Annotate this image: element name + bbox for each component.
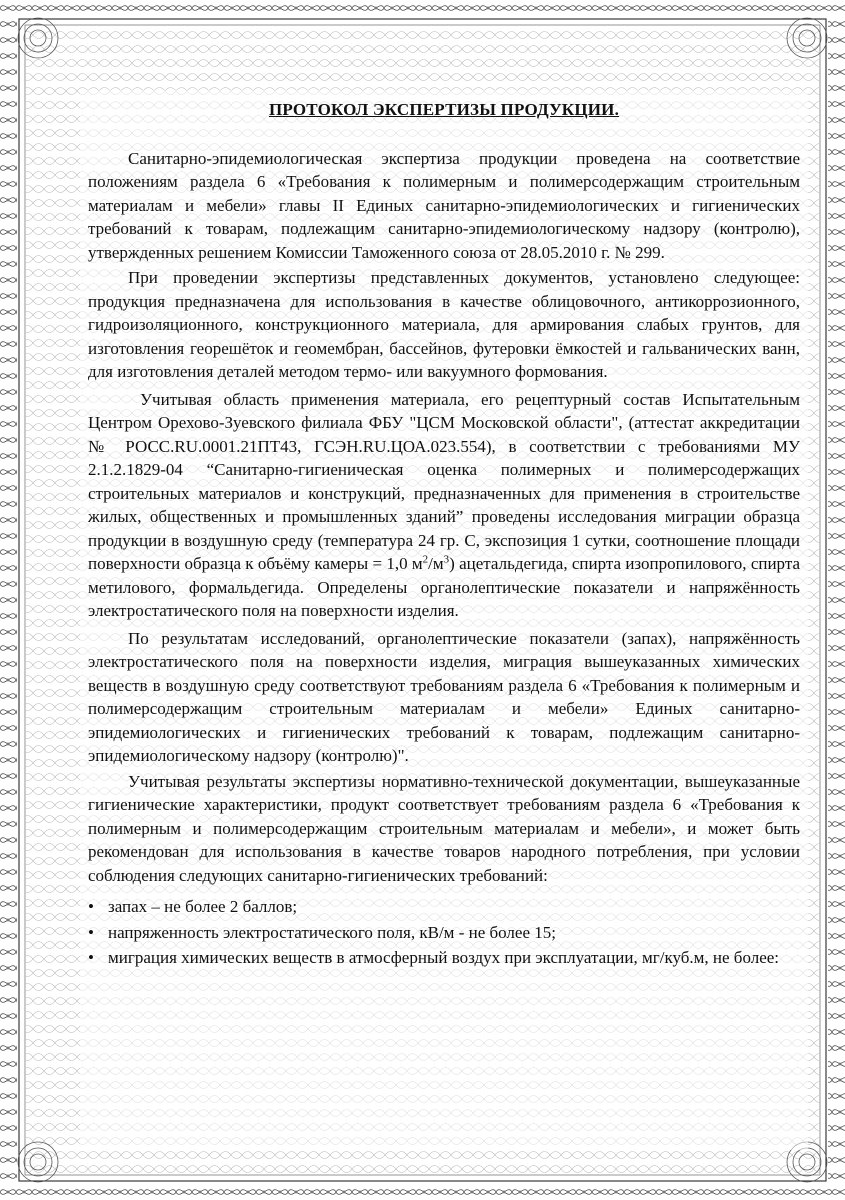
bullet-icon: • (88, 897, 94, 916)
list-item-text: запах – не более 2 баллов; (108, 897, 298, 916)
requirements-list (88, 895, 800, 970)
paragraph-2: При проведении экспертизы представленных документов, установлено следующее: продукция предназначена для использования в качестве облицовочного, антикоррозионного, гидроизоляционного, конструкционного материала, для армирования слабых грунтов, для изготовления георешёток и геомембран, бассейнов, футеровки ёмкостей и гальванических ванн, для изготовления деталей методом термо- или вакуумного формования. (88, 268, 800, 381)
list-item-text: напряженность электростатического поля, кВ/м - не более 15; (108, 922, 556, 942)
bullet-icon: • (88, 948, 94, 967)
unit-exp-2: 2 (422, 553, 429, 566)
paragraph-3-tail: ) ацетальдегида, спирта изопропилового, спирта метилового, формальдегида. Определены органолептические показатели и напряжённость электростатического поля на поверхности изделия. (88, 554, 801, 620)
paragraph-3-text: Учитывая область применения материала, его рецептурный состав Испытательным Центром Орехово-Зуевского филиала ФБУ "ЦСМ Московской области", (аттестат аккредитации № РОСС.RU.0001.21ПТ43, ГСЭН.RU.ЦОА.023.554), в соответствии с требованиями МУ 2.1.2.1829-04 “Санитарно-гигиеническая оценка полимерных и полимерсодержащих строительных материалов и конструкций, предназначенных для применения в строительстве жилых, общественных и промышленных зданий” проведены исследования миграции образца продукции в воздушную среду (температура 24 гр. С, экспозиция 1 сутки, соотношение площади поверхности образца к объёму камеры = 1,0 (88, 389, 800, 573)
paragraph-5: Учитывая результаты экспертизы нормативно-технической документации, вышеуказанные гигиенические характеристики, продукт соответствует требованиям раздела 6 «Требования к полимерным и полимерсодержащим строительным материалам и мебели», и может быть рекомендован для использования в качестве товаров народного потребления, при условии соблюдения следующих санитарно-гигиенических требований: (88, 771, 800, 885)
list-item (88, 946, 800, 970)
paragraph-1: Санитарно-эпидемиологическая экспертиза продукции проведена на соответствие положениям раздела 6 «Требования к полимерным и полимерсодержащим строительным материалам и мебели» главы II Единых санитарно-эпидемиологических и гигиенических требований к товарам, подлежащим санитарно-эпидемиологическому надзору (контролю), утвержденных решением Комиссии Таможенного союза от 28.05.2010 г. № 299. (88, 148, 800, 262)
unit-exp-3: 3 (443, 553, 450, 566)
bullet-icon: • (88, 922, 94, 942)
unit-m: м (411, 554, 423, 573)
document-title: ПРОТОКОЛ ЭКСПЕРТИЗЫ ПРОДУКЦИИ. (268, 100, 620, 119)
list-item (88, 895, 800, 919)
paragraph-3 (88, 388, 800, 623)
list-item-text: миграция химических веществ в атмосферный воздух при эксплуатации, мг/куб.м, не более: (108, 948, 780, 967)
list-item (88, 921, 800, 945)
paragraph-4: По результатам исследований, органолептические показатели (запах), напряжённость электростатического поля на поверхности изделия, миграция вышеуказанных химических веществ в воздушную среду соответствуют требованиям раздела 6 «Требования к полимерным и полимерсодержащим строительным материалам и мебели» Единых санитарно-эпидемиологических и гигиенических требований к товарам, подлежащим санитарно-эпидемиологическому надзору (контролю)". (88, 628, 800, 765)
document-body (88, 98, 800, 972)
unit-per-m: /м (428, 554, 444, 573)
